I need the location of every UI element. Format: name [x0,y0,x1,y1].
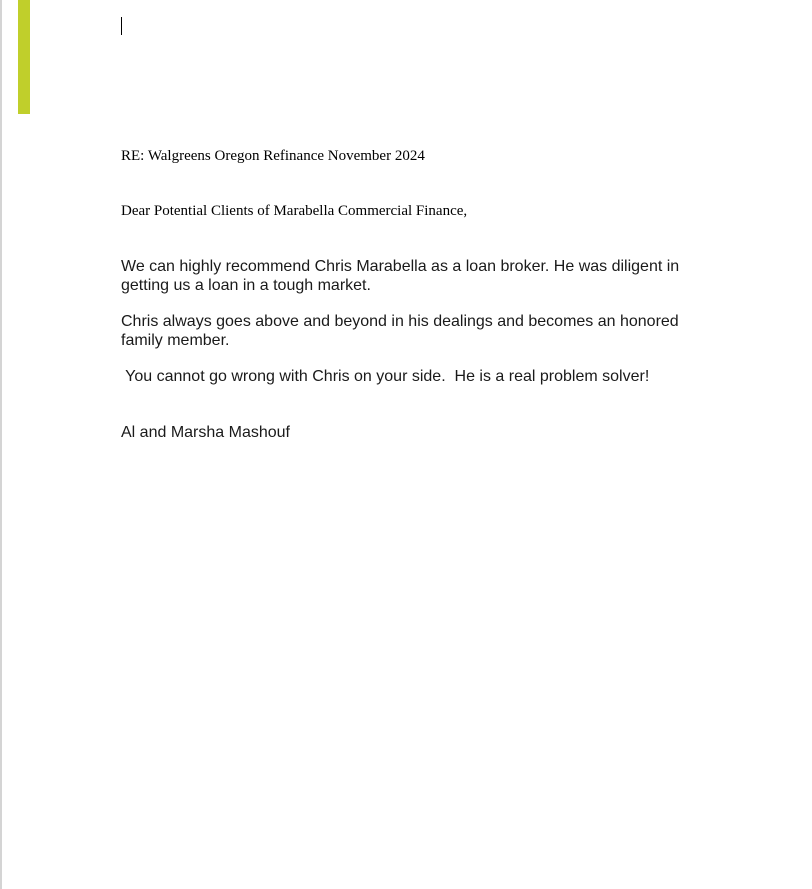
salutation: Dear Potential Clients of Marabella Commercial Finance, [121,203,468,219]
accent-bar [18,0,30,114]
subject-line: RE: Walgreens Oregon Refinance November 2024 [121,148,425,164]
text-cursor [121,17,122,35]
paragraph-2: Chris always goes above and beyond in his dealings and becomes an honored family member. [121,313,679,349]
signature: Al and Marsha Mashouf [121,424,290,441]
paragraph-3: You cannot go wrong with Chris on your side. He is a real problem solver! [121,368,650,385]
paragraph-1: We can highly recommend Chris Marabella as a loan broker. He was diligent in getting us a loan in a tough market. [121,258,680,294]
page-left-edge [0,0,2,889]
